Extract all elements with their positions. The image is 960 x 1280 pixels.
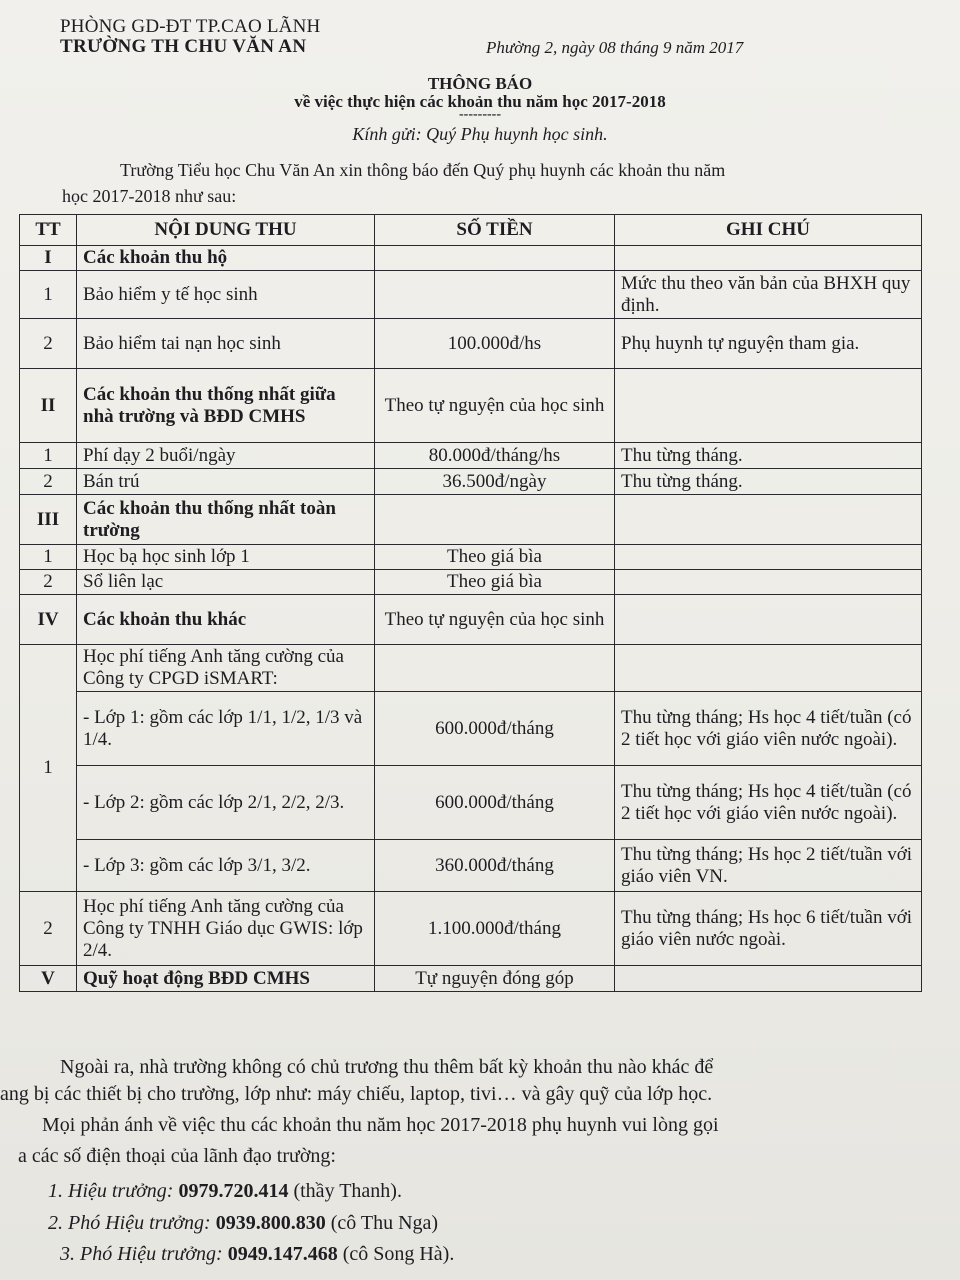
contact-vice-principal-1 [48, 1212, 438, 1235]
department-name: PHÒNG GD-ĐT TP.CAO LÃNH [60, 16, 321, 37]
header-amount: SỐ TIỀN [375, 215, 615, 246]
table-row [20, 469, 922, 495]
row-amount: 100.000đ/hs [375, 319, 615, 369]
row-amount: 600.000đ/tháng [375, 766, 615, 840]
row-amount [375, 495, 615, 545]
document-date: Phường 2, ngày 08 tháng 9 năm 2017 [486, 38, 744, 57]
title-separator: --------- [459, 107, 501, 122]
row-number: 1 [20, 271, 77, 319]
footer-line-1: Ngoài ra, nhà trường không có chủ trương thu thêm bất kỳ khoản thu nào khác để [60, 1056, 714, 1078]
row-amount: Tự nguyện đóng góp [375, 966, 615, 992]
table-row [20, 271, 922, 319]
table-row [20, 246, 922, 271]
row-amount: 360.000đ/tháng [375, 840, 615, 892]
row-note: Thu từng tháng; Hs học 4 tiết/tuần (có 2 tiết học với giáo viên nước ngoài). [615, 766, 922, 840]
row-number: V [20, 966, 77, 992]
row-content: - Lớp 1: gồm các lớp 1/1, 1/2, 1/3 và 1/4. [77, 692, 375, 766]
contact-name: (thầy Thanh). [288, 1180, 402, 1202]
row-note: Phụ huynh tự nguyện tham gia. [615, 319, 922, 369]
table-row [20, 443, 922, 469]
row-amount: 36.500đ/ngày [375, 469, 615, 495]
contact-role: 2. Phó Hiệu trưởng: [48, 1212, 216, 1234]
row-number: IV [20, 595, 77, 645]
row-content: Các khoản thu khác [77, 595, 375, 645]
table-row [20, 645, 922, 692]
document-title: THÔNG BÁO [427, 74, 533, 93]
row-content: Các khoản thu hộ [77, 246, 375, 271]
header-content: NỘI DUNG THU [77, 215, 375, 246]
contact-name: (cô Song Hà). [337, 1243, 455, 1265]
row-content: Phí dạy 2 buổi/ngày [77, 443, 375, 469]
table-header-row [20, 215, 922, 246]
row-content: Quỹ hoạt động BĐD CMHS [77, 966, 375, 992]
row-note [615, 495, 922, 545]
row-content: Bảo hiểm tai nạn học sinh [77, 319, 375, 369]
table-row [20, 570, 922, 595]
row-amount [375, 271, 615, 319]
row-note [615, 369, 922, 443]
row-content: Học bạ học sinh lớp 1 [77, 545, 375, 570]
row-number: II [20, 369, 77, 443]
document-subtitle: về việc thực hiện các khoản thu năm học 2017-2018 [294, 92, 666, 111]
school-name: TRƯỜNG TH CHU VĂN AN [60, 36, 307, 57]
header-tt: TT [20, 215, 77, 246]
table-row [20, 966, 922, 992]
row-number: 2 [20, 570, 77, 595]
table-row [20, 892, 922, 966]
intro-line-2: học 2017-2018 như sau: [62, 186, 237, 206]
table-row [20, 840, 922, 892]
fee-table [19, 214, 922, 992]
table-row [20, 692, 922, 766]
row-number: I [20, 246, 77, 271]
row-content: Các khoản thu thống nhất toàn trường [77, 495, 375, 545]
footer-line-3: Mọi phản ánh về việc thu các khoản thu năm học 2017-2018 phụ huynh vui lòng gọi [42, 1114, 719, 1136]
row-number: 1 [20, 545, 77, 570]
row-note: Thu từng tháng; Hs học 4 tiết/tuần (có 2 tiết học với giáo viên nước ngoài). [615, 692, 922, 766]
row-note: Thu từng tháng; Hs học 6 tiết/tuần với giáo viên nước ngoài. [615, 892, 922, 966]
row-amount: Theo giá bìa [375, 570, 615, 595]
row-note [615, 545, 922, 570]
row-note: Thu từng tháng; Hs học 2 tiết/tuần với giáo viên VN. [615, 840, 922, 892]
table-row [20, 319, 922, 369]
row-content: Học phí tiếng Anh tăng cường của Công ty TNHH Giáo dục GWIS: lớp 2/4. [77, 892, 375, 966]
table-row [20, 766, 922, 840]
row-amount: 1.100.000đ/tháng [375, 892, 615, 966]
row-amount [375, 246, 615, 271]
row-number: 2 [20, 319, 77, 369]
contact-role: 3. Phó Hiệu trưởng: [60, 1243, 228, 1265]
row-amount: Theo tự nguyện của học sinh [375, 369, 615, 443]
table-row [20, 545, 922, 570]
table-row [20, 369, 922, 443]
row-note [615, 645, 922, 692]
row-content: Sổ liên lạc [77, 570, 375, 595]
row-note: Thu từng tháng. [615, 443, 922, 469]
footer-line-4: a các số điện thoại của lãnh đạo trường: [18, 1145, 336, 1167]
row-content: - Lớp 3: gồm các lớp 3/1, 3/2. [77, 840, 375, 892]
contact-name: (cô Thu Nga) [325, 1212, 439, 1234]
row-number: 1 [20, 443, 77, 469]
row-amount: Theo tự nguyện của học sinh [375, 595, 615, 645]
row-number: 2 [20, 892, 77, 966]
row-number: III [20, 495, 77, 545]
contact-phone: 0949.147.468 [227, 1243, 338, 1265]
row-content: Các khoản thu thống nhất giữa nhà trường và BĐD CMHS [77, 369, 375, 443]
row-amount: 80.000đ/tháng/hs [375, 443, 615, 469]
row-note [615, 966, 922, 992]
row-number: 1 [20, 645, 77, 892]
row-content: Bảo hiểm y tế học sinh [77, 271, 375, 319]
row-amount: Theo giá bìa [375, 545, 615, 570]
footer-line-2: ang bị các thiết bị cho trường, lớp như: máy chiếu, laptop, tivi… và gây quỹ của lớp học. [0, 1083, 713, 1105]
row-note [615, 246, 922, 271]
row-number: 2 [20, 469, 77, 495]
row-note: Thu từng tháng. [615, 469, 922, 495]
row-note [615, 570, 922, 595]
row-content: Học phí tiếng Anh tăng cường của Công ty CPGD iSMART: [77, 645, 375, 692]
row-content: - Lớp 2: gồm các lớp 2/1, 2/2, 2/3. [77, 766, 375, 840]
contact-phone: 0979.720.414 [178, 1180, 289, 1202]
row-note [615, 595, 922, 645]
row-amount [375, 645, 615, 692]
greeting: Kính gửi: Quý Phụ huynh học sinh. [352, 124, 608, 144]
header-note: GHI CHÚ [615, 215, 922, 246]
table-row [20, 595, 922, 645]
table-row [20, 495, 922, 545]
contact-role: 1. Hiệu trưởng: [48, 1180, 179, 1202]
contact-principal [48, 1180, 402, 1203]
row-note: Mức thu theo văn bản của BHXH quy định. [615, 271, 922, 319]
contact-vice-principal-2 [60, 1243, 454, 1266]
intro-line-1: Trường Tiểu học Chu Văn An xin thông báo đến Quý phụ huynh các khoản thu năm [120, 160, 726, 180]
row-content: Bán trú [77, 469, 375, 495]
row-amount: 600.000đ/tháng [375, 692, 615, 766]
contact-phone: 0939.800.830 [215, 1212, 326, 1234]
